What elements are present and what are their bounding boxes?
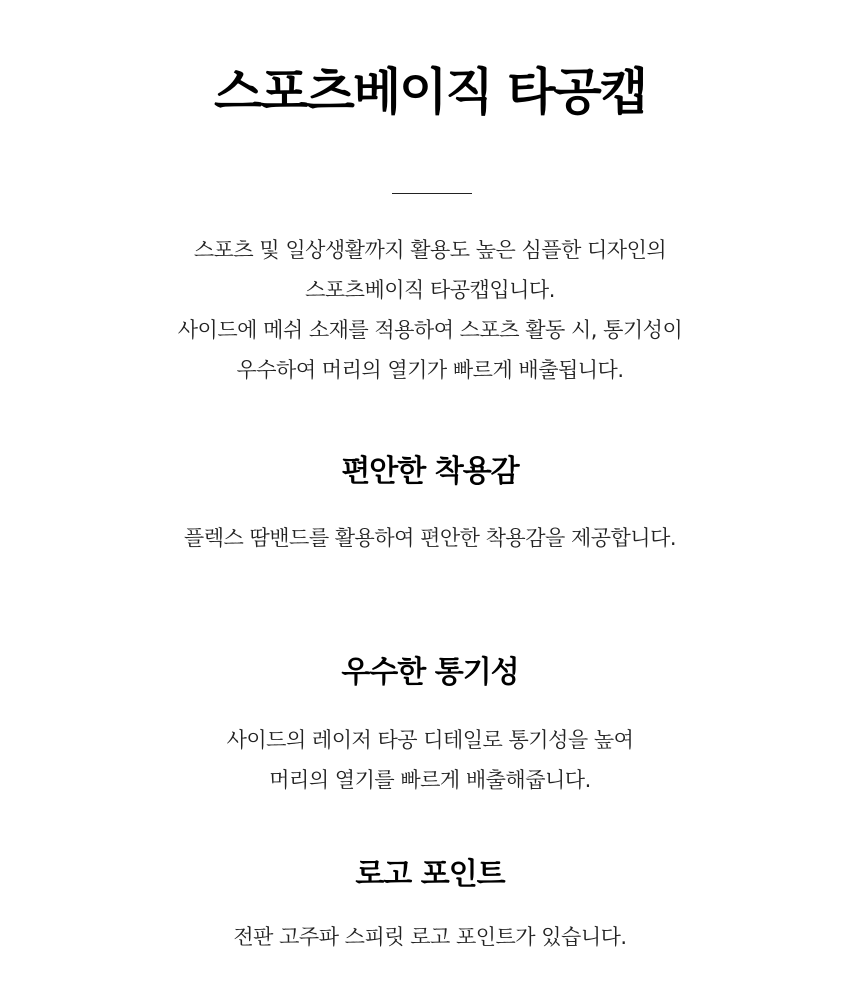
section-text-line: 플렉스 땀밴드를 활용하여 편안한 착용감을 제공합니다.: [183, 526, 677, 550]
intro-line: 우수하여 머리의 열기가 빠르게 배출됩니다.: [236, 358, 624, 382]
section-text-line: 사이드의 레이저 타공 디테일로 통기성을 높여: [226, 728, 634, 752]
section-text-logo: [0, 917, 860, 957]
product-intro: [0, 230, 860, 390]
intro-line: 스포츠 및 일상생활까지 활용도 높은 심플한 디자인의: [193, 238, 667, 262]
intro-line: 사이드에 메쉬 소재를 적용하여 스포츠 활동 시, 통기성이: [177, 318, 683, 342]
section-heading-comfort: 편안한 착용감: [341, 454, 519, 489]
section-text-line: 전판 고주파 스피릿 로고 포인트가 있습니다.: [233, 925, 627, 949]
section-text-comfort: [0, 518, 860, 558]
section-text-line: 머리의 열기를 빠르게 배출해줍니다.: [269, 768, 591, 792]
section-text-ventilation: [0, 720, 860, 800]
intro-line: 스포츠베이직 타공캡입니다.: [305, 278, 555, 302]
section-heading-logo: 로고 포인트: [355, 857, 505, 892]
section-heading-ventilation: 우수한 통기성: [341, 655, 519, 690]
product-title: 스포츠베이직 타공캡: [213, 63, 647, 121]
title-divider: [392, 193, 472, 194]
